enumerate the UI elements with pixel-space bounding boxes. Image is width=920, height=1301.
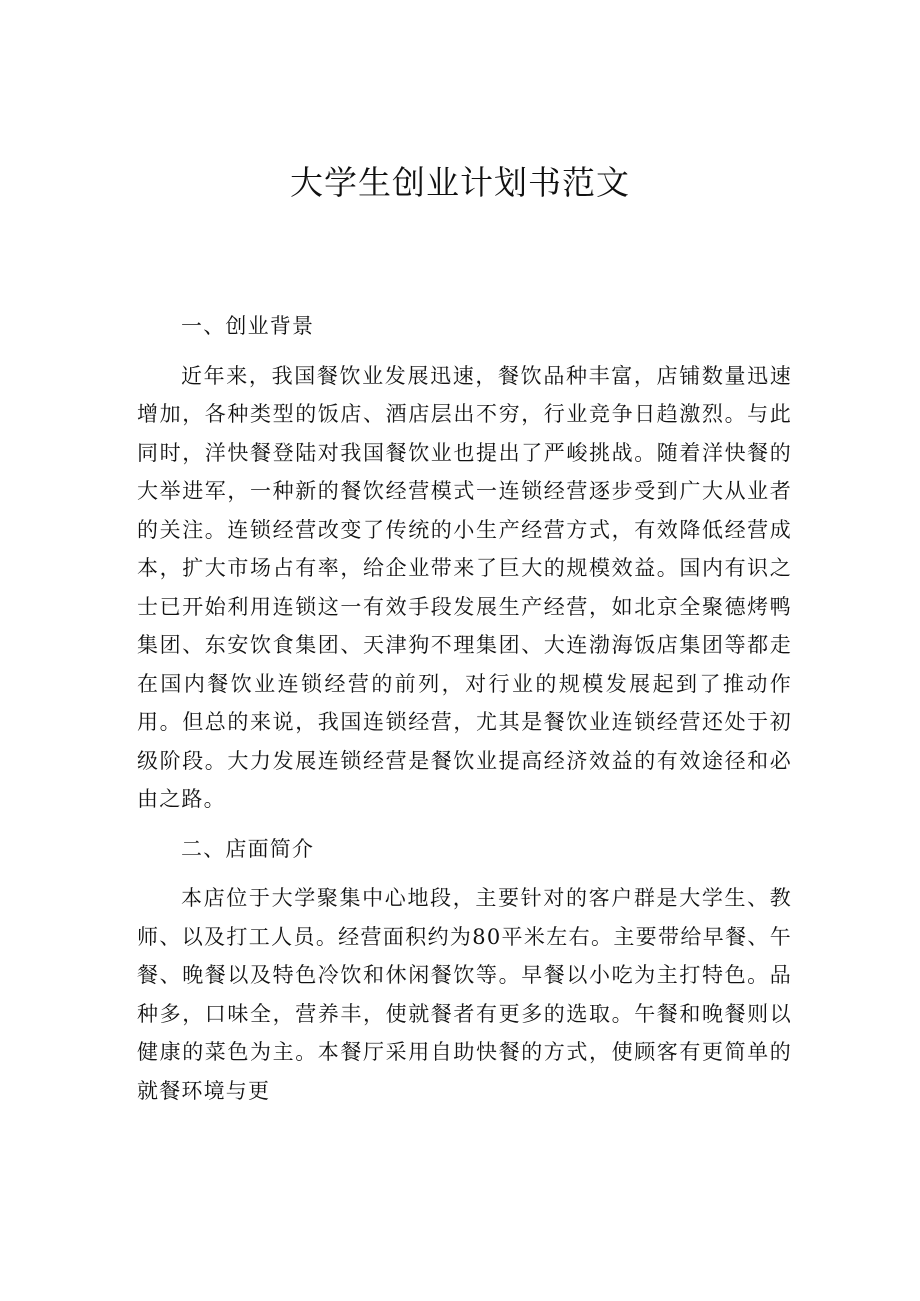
document-body bbox=[137, 307, 792, 1121]
document-title: 大学生创业计划书范文 bbox=[290, 163, 630, 202]
section-heading-store-intro: 二、店面简介 bbox=[181, 836, 315, 861]
section-paragraph-background: 近年来，我国餐饮业发展迅速，餐饮品种丰富，店铺数量迅速增加，各种类型的饭店、酒店层出不穷，行业竞争日趋激烈。与此同时，洋快餐登陆对我国餐饮业也提出了严峻挑战。随着洋快餐的大举进军，一种新的餐饮经营模式一连锁经营逐步受到广大从业者的关注。连锁经营改变了传统的小生产经营方式，有效降低经营成本，扩大市场占有率，给企业带来了巨大的规模效益。国内有识之士已开始利用连锁这一有效手段发展生产经营，如北京全聚德烤鸭集团、东安饮食集团、天津狗不理集团、大连渤海饭店集团等都走在国内餐饮业连锁经营的前列，对行业的规模发展起到了推动作用。但总的来说，我国连锁经营，尤其是餐饮业连锁经营还处于初级阶段。大力发展连锁经营是餐饮业提高经济效益的有效途径和必由之路。 bbox=[137, 363, 792, 811]
section-heading-background: 一、创业背景 bbox=[181, 314, 315, 338]
section-paragraph-store-intro: 本店位于大学聚集中心地段，主要针对的客户群是大学生、教师、以及打工人员。经营面积约为80平米左右。主要带给早餐、午餐、晚餐以及特色冷饮和休闲餐饮等。早餐以小吃为主打特色。品种多，口味全，营养丰，使就餐者有更多的选取。午餐和晚餐则以健康的菜色为主。本餐厅采用自助快餐的方式，使顾客有更简单的就餐环境与更 bbox=[137, 886, 792, 1103]
